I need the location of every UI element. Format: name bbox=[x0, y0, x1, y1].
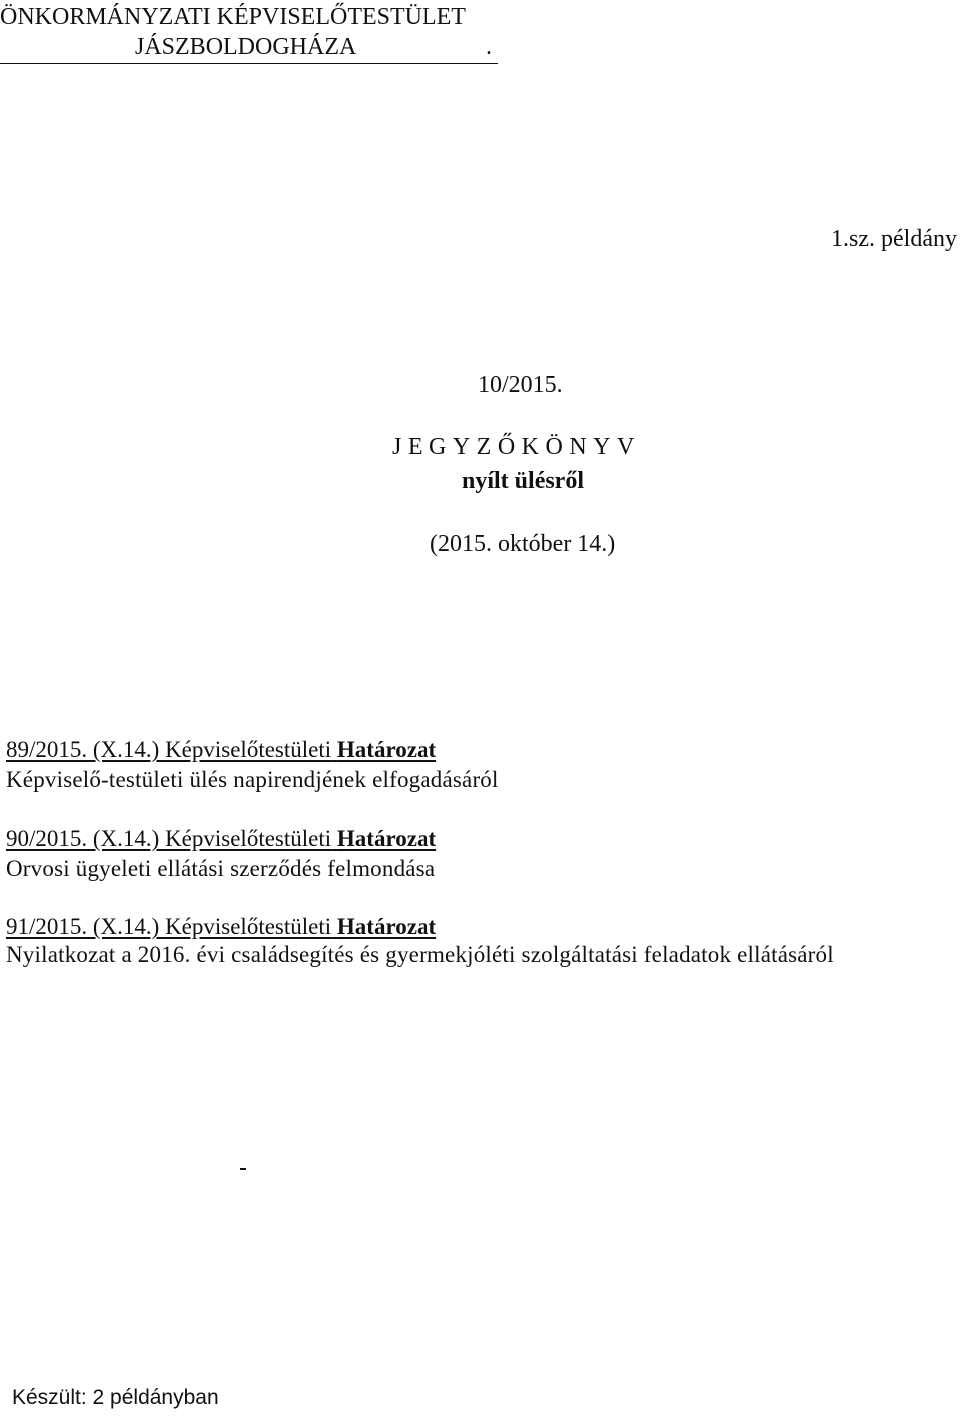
settlement-trailing-dot: . bbox=[486, 34, 492, 60]
resolution-ref: 89/2015. (X.14.) Képviselőtestületi bbox=[6, 737, 332, 762]
meeting-date: (2015. október 14.) bbox=[430, 531, 616, 557]
resolution-90-subject: Orvosi ügyeleti ellátási szerződés felmondása bbox=[6, 856, 436, 881]
resolution-89-id bbox=[6, 737, 436, 763]
copy-number: 1.sz. példány bbox=[831, 226, 957, 252]
stray-dash-mark bbox=[240, 1168, 246, 1170]
resolution-ref: 91/2015. (X.14.) Képviselőtestületi bbox=[6, 914, 332, 939]
settlement-line bbox=[0, 34, 498, 64]
resolution-89-subject: Képviselő-testületi ülés napirendjének elfogadásáról bbox=[6, 767, 499, 792]
document-number: 10/2015. bbox=[478, 372, 563, 398]
resolution-type: Határozat bbox=[336, 737, 437, 762]
document-subtitle: nyílt ülésről bbox=[462, 468, 585, 494]
organization-title: ÖNKORMÁNYZATI KÉPVISELŐTESTÜLET bbox=[0, 4, 466, 30]
resolution-ref: 90/2015. (X.14.) Képviselőtestületi bbox=[6, 826, 332, 851]
resolution-91-subject: Nyilatkozat a 2016. évi családsegítés és gyermekjóléti szolgáltatási feladatok ellátásáról bbox=[6, 942, 834, 967]
resolution-91-id bbox=[6, 914, 436, 940]
resolution-type: Határozat bbox=[336, 826, 437, 851]
resolution-90-id bbox=[6, 826, 436, 852]
resolution-type: Határozat bbox=[336, 914, 437, 939]
copies-note: Készült: 2 példányban bbox=[12, 1386, 219, 1409]
settlement-name: JÁSZBOLDOGHÁZA bbox=[135, 34, 357, 60]
document-title: JEGYZŐKÖNYV bbox=[392, 434, 641, 460]
